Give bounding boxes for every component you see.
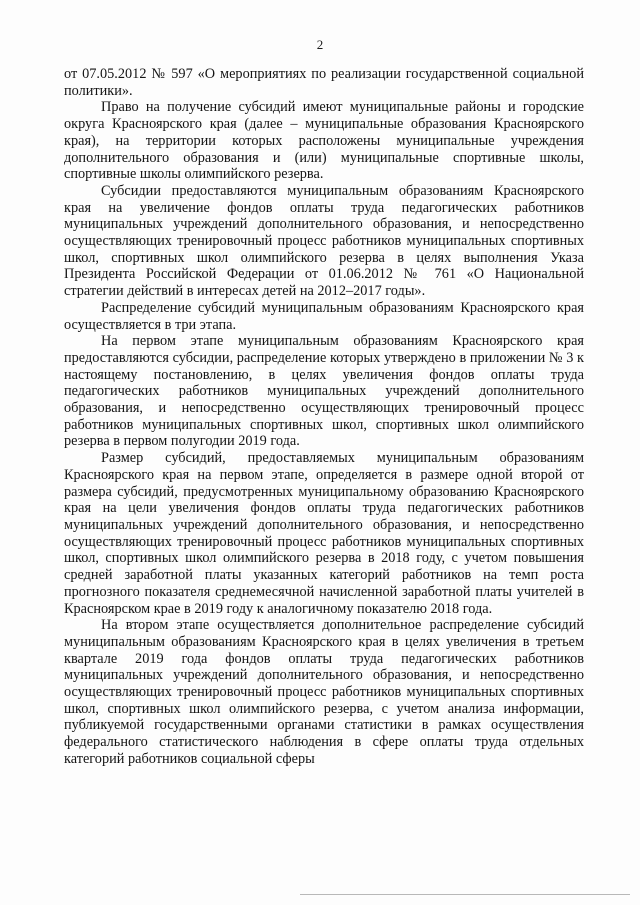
paragraph-distribution-stages: Распределение субсидий муниципальным образованиям Красноярского края осуществляется в три этапа. [64, 299, 584, 333]
paragraph-first-stage: На первом этапе муниципальным образованиям Красноярского края предоставляются субсидии, распределение которых утверждено в приложении № 3 к настоящему постановлению, в целях увеличения фондов оплаты труда педагогических работников муниципальных учреждений дополнительного образования, и непосредственно осуществляющих тренировочный процесс работников муниципальных спортивных школ, спортивных школ олимпийского резерва в первом полугодии 2019 года. [64, 333, 584, 450]
paragraph-continuation: от 07.05.2012 № 597 «О мероприятиях по реализации государственной социальной политики». [64, 66, 584, 99]
paragraph-subsidy-purpose: Субсидии предоставляются муниципальным образованиям Красноярского края на увеличение фондов оплаты труда педагогических работников муниципальных учреждений дополнительного образования, и непосредственно осуществляющих тренировочный процесс работников муниципальных спортивных школ, спортивных школ олимпийского резерва в целях выполнения Указа Президента Российской Федерации от 01.06.2012 № 761 «О Национальной стратегии действий в интересах детей на 2012–2017 годы». [64, 182, 584, 300]
scan-edge-line [300, 894, 630, 895]
page-number: 2 [316, 37, 324, 52]
paragraph-first-stage-amount: Размер субсидий, предоставляемых муниципальным образованиям Красноярского края на первом этапе, определяется в размере одной второй от размера субсидий, предусмотренных муниципальному образованию Красноярского края на цели увеличения фондов оплаты труда педагогических работников муниципальных учреждений дополнительного образования, и непосредственно осуществляющих тренировочный процесс работников муниципальных спортивных школ, спортивных школ олимпийского резерва в 2018 году, с учетом повышения средней заработной платы указанных категорий работников на темп роста прогнозного показателя среднемесячной начисленной заработной платы учителей в Красноярском крае в 2019 году к аналогичному показателю 2018 года. [64, 450, 584, 617]
paragraph-right-to-subsidies: Право на получение субсидий имеют муниципальные районы и городские округа Красноярского края (далее – муниципальные образования Красноярского края), на территории которых расположены муниципальные учреждения дополнительного образования и (или) муниципальные спортивные школы, спортивные школы олимпийского резерва. [64, 99, 584, 183]
document-body [64, 66, 584, 768]
paragraph-second-stage: На втором этапе осуществляется дополнительное распределение субсидий муниципальным образованиям Красноярского края в целях увеличения в третьем квартале 2019 года фондов оплаты труда педагогических работников муниципальных учреждений дополнительного образования, и непосредственно осуществляющих тренировочный процесс работников муниципальных спортивных школ, спортивных школ олимпийского резерва, с учетом анализа информации, публикуемой государственными органами статистики в рамках осуществления федерального статистического наблюдения в сфере оплаты труда отдельных категорий работников социальной сферы [64, 617, 584, 767]
